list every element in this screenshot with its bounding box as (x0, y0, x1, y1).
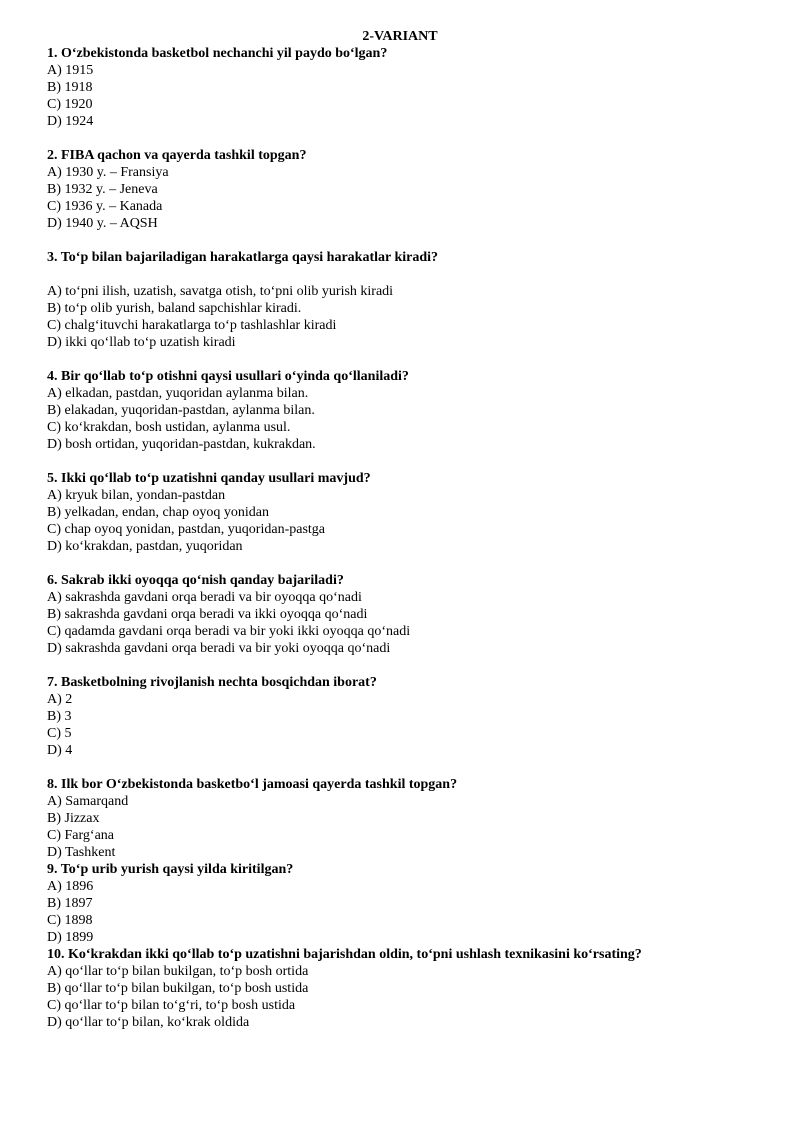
option-a: A) Samarqand (47, 794, 129, 809)
option-d: D) 1940 y. – AQSH (47, 216, 158, 231)
option-a: A) kryuk bilan, yondan-pastdan (47, 488, 226, 503)
question-4 (47, 368, 767, 453)
variant-title: 2-VARIANT (362, 29, 438, 44)
option-c: C) qadamda gavdani orqa beradi va bir yoki ikki oyoqqa qo‘nadi (47, 624, 411, 639)
question-text: 9. To‘p urib yurish qaysi yilda kiritilgan? (47, 862, 294, 877)
option-d: D) ko‘krakdan, pastdan, yuqoridan (47, 539, 243, 554)
option-b: B) elakadan, yuqoridan-pastdan, aylanma bilan. (47, 403, 315, 418)
option-c: C) qo‘llar to‘p bilan to‘g‘ri, to‘p bosh ustida (47, 998, 296, 1013)
option-d: D) 1899 (47, 930, 94, 945)
question-text: 6. Sakrab ikki oyoqqa qo‘nish qanday bajariladi? (47, 573, 344, 588)
option-b: B) 1932 y. – Jeneva (47, 182, 158, 197)
option-d: D) Tashkent (47, 845, 116, 860)
question-6 (47, 572, 767, 657)
option-a: A) 2 (47, 692, 73, 707)
option-c: C) 5 (47, 726, 72, 741)
option-c: C) 1936 y. – Kanada (47, 199, 163, 214)
option-b: B) sakrashda gavdani orqa beradi va ikki oyoqqa qo‘nadi (47, 607, 368, 622)
question-5 (47, 470, 767, 555)
option-c: C) Farg‘ana (47, 828, 114, 843)
option-c: C) 1898 (47, 913, 93, 928)
option-b: B) yelkadan, endan, chap oyoq yonidan (47, 505, 269, 520)
question-10 (47, 946, 767, 1031)
question-1 (47, 45, 767, 130)
question-text: 4. Bir qo‘llab to‘p otishni qaysi usullari o‘yinda qo‘llaniladi? (47, 369, 409, 384)
option-b: B) Jizzax (47, 811, 100, 826)
option-c: C) ko‘krakdan, bosh ustidan, aylanma usul. (47, 420, 291, 435)
option-c: C) 1920 (47, 97, 93, 112)
question-3 (47, 249, 767, 351)
question-text: 3. To‘p bilan bajariladigan harakatlarga qaysi harakatlar kiradi? (47, 250, 439, 265)
option-d: D) 1924 (47, 114, 94, 129)
question-text: 5. Ikki qo‘llab to‘p uzatishni qanday usullari mavjud? (47, 471, 371, 486)
option-a: A) 1896 (47, 879, 94, 894)
option-a: A) to‘pni ilish, uzatish, savatga otish, to‘pni olib yurish kiradi (47, 284, 394, 299)
question-8 (47, 776, 767, 861)
question-text: 7. Basketbolning rivojlanish nechta bosqichdan iborat? (47, 675, 377, 690)
option-d: D) 4 (47, 743, 73, 758)
option-c: C) chap oyoq yonidan, pastdan, yuqoridan-pastga (47, 522, 325, 537)
option-c: C) chalg‘ituvchi harakatlarga to‘p tashlashlar kiradi (47, 318, 337, 333)
option-a: A) elkadan, pastdan, yuqoridan aylanma bilan. (47, 386, 309, 401)
option-a: A) qo‘llar to‘p bilan bukilgan, to‘p bosh ortida (47, 964, 309, 979)
option-a: A) 1930 y. – Fransiya (47, 165, 169, 180)
test-page (47, 28, 767, 1031)
question-text: 2. FIBA qachon va qayerda tashkil topgan? (47, 148, 307, 163)
question-9 (47, 861, 767, 946)
option-d: D) sakrashda gavdani orqa beradi va bir yoki oyoqqa qo‘nadi (47, 641, 391, 656)
option-a: A) 1915 (47, 63, 94, 78)
option-b: B) to‘p olib yurish, baland sapchishlar kiradi. (47, 301, 302, 316)
question-2 (47, 147, 767, 232)
question-text: 10. Ko‘krakdan ikki qo‘llab to‘p uzatishni bajarishdan oldin, to‘pni ushlash texnikasini ko‘rsating? (47, 947, 642, 962)
option-b: B) 1897 (47, 896, 93, 911)
question-text: 1. O‘zbekistonda basketbol nechanchi yil paydo bo‘lgan? (47, 46, 388, 61)
option-a: A) sakrashda gavdani orqa beradi va bir oyoqqa qo‘nadi (47, 590, 362, 605)
option-d: D) bosh ortidan, yuqoridan-pastdan, kukrakdan. (47, 437, 316, 452)
option-b: B) qo‘llar to‘p bilan bukilgan, to‘p bosh ustida (47, 981, 309, 996)
option-b: B) 3 (47, 709, 72, 724)
option-d: D) qo‘llar to‘p bilan, ko‘krak oldida (47, 1015, 250, 1030)
question-7 (47, 674, 767, 759)
option-d: D) ikki qo‘llab to‘p uzatish kiradi (47, 335, 236, 350)
option-b: B) 1918 (47, 80, 93, 95)
question-text: 8. Ilk bor O‘zbekistonda basketbo‘l jamoasi qayerda tashkil topgan? (47, 777, 458, 792)
